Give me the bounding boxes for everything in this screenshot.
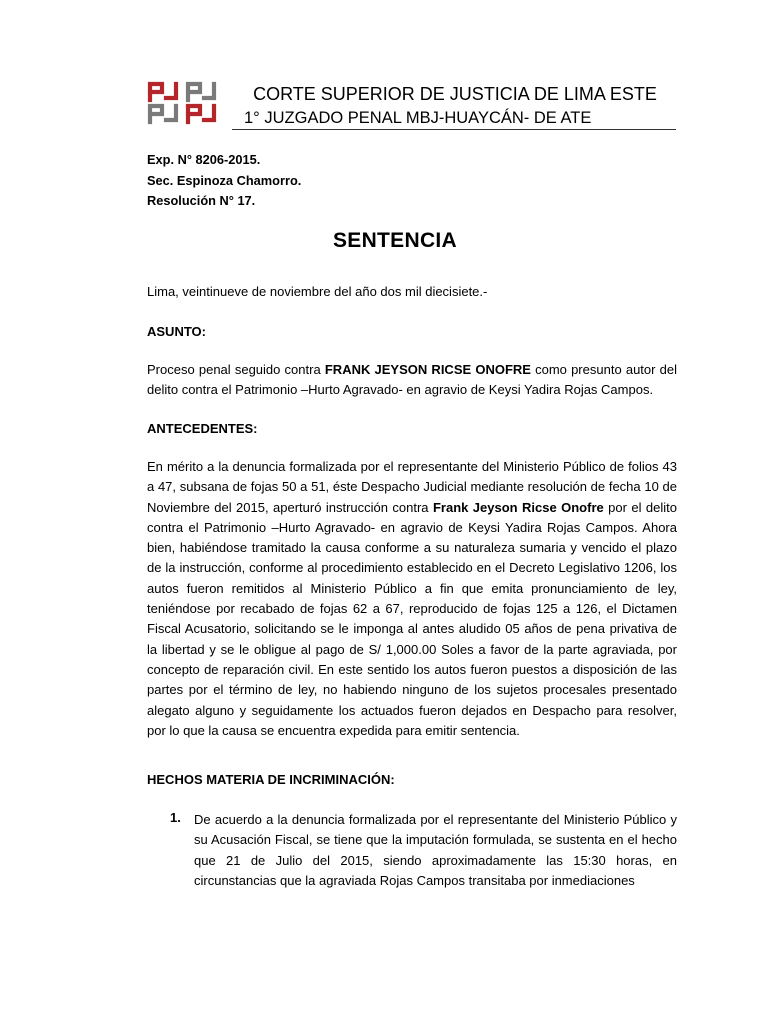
asunto-text-pre: Proceso penal seguido contra bbox=[147, 362, 325, 377]
antecedentes-paragraph bbox=[147, 457, 677, 741]
asunto-heading: ASUNTO: bbox=[147, 324, 206, 339]
hechos-heading: HECHOS MATERIA DE INCRIMINACIÓN: bbox=[147, 772, 395, 787]
expediente-number: Exp. N° 8206-2015. bbox=[147, 152, 261, 167]
court-name: CORTE SUPERIOR DE JUSTICIA DE LIMA ESTE bbox=[253, 84, 657, 104]
asunto-text-post: como presunto autor del delito contra el Patrimonio –Hurto Agravado- en agravio de Keysi Yadira Rojas Campos. bbox=[147, 362, 677, 398]
antecedentes-text-post: por el delito contra el Patrimonio –Hurto Agravado- en agravio de Keysi Yadira Rojas Campos. Ahora bien, habiéndose tramitado la causa conforme a su naturaleza sumaria y vencido el plazo de la instrucción, conforme al procedimiento establecido en el Decreto Legislativo 1206, los autos fueron remitidos al Ministerio Público a fin que emita pronunciamiento de ley, teniéndose por recabado de fojas 62 a 67, reproducido de fojas 125 a 126, el Dictamen Fiscal Acusatorio, solicitando se le imponga al antes aludido 05 años de pena privativa de la libertad y se le obligue al pago de S/ 1,000.00 Soles a favor de la parte agraviada, por concepto de reparación civil. En este sentido los autos fueron puestos a disposición de las partes por el término de ley, no habiendo ninguno de los sujetos procesales presentado alegato alguno y seguidamente los actuados fueron dejados en Despacho para resolver, por lo que la causa se encuentra expedida para emitir sentencia. bbox=[147, 499, 678, 738]
document-header bbox=[232, 83, 678, 129]
resolution-number: Resolución N° 17. bbox=[147, 193, 256, 208]
antecedentes-text-pre: En mérito a la denuncia formalizada por el representante del Ministerio Público de folios 43 a 47, subsana de fojas 50 a 51, éste Despacho Judicial mediante resolución de fecha 10 de Noviembre del 2015, aperturó instrucción contra bbox=[147, 459, 677, 515]
header-rule bbox=[232, 129, 676, 130]
judiciary-logo bbox=[146, 80, 224, 126]
hechos-list bbox=[147, 810, 677, 891]
accused-name-inline: Frank Jeyson Ricse Onofre bbox=[432, 499, 604, 515]
antecedentes-heading: ANTECEDENTES: bbox=[147, 421, 258, 436]
case-meta bbox=[147, 150, 301, 212]
date-line: Lima, veintinueve de noviembre del año dos mil diecisiete.- bbox=[147, 284, 488, 299]
tribunal-name: 1° JUZGADO PENAL MBJ-HUAYCÁN- DE ATE bbox=[244, 109, 592, 127]
accused-name: FRANK JEYSON RICSE ONOFRE bbox=[324, 362, 531, 377]
list-item-number: 1. bbox=[170, 810, 181, 825]
asunto-paragraph bbox=[147, 360, 677, 401]
list-item-text: De acuerdo a la denuncia formalizada por el representante del Ministerio Público y su Acusación Fiscal, se tiene que la imputación formulada, se sustenta en el hecho que 21 de Julio del 2015, siendo aproximadamente las 15:30 horas, en circunstancias que la agraviada Rojas Campos transitaba por inmediaciones bbox=[194, 812, 677, 888]
secretary-name: Sec. Espinoza Chamorro. bbox=[147, 172, 302, 188]
document-title: SENTENCIA bbox=[332, 229, 458, 252]
list-item bbox=[147, 810, 677, 891]
